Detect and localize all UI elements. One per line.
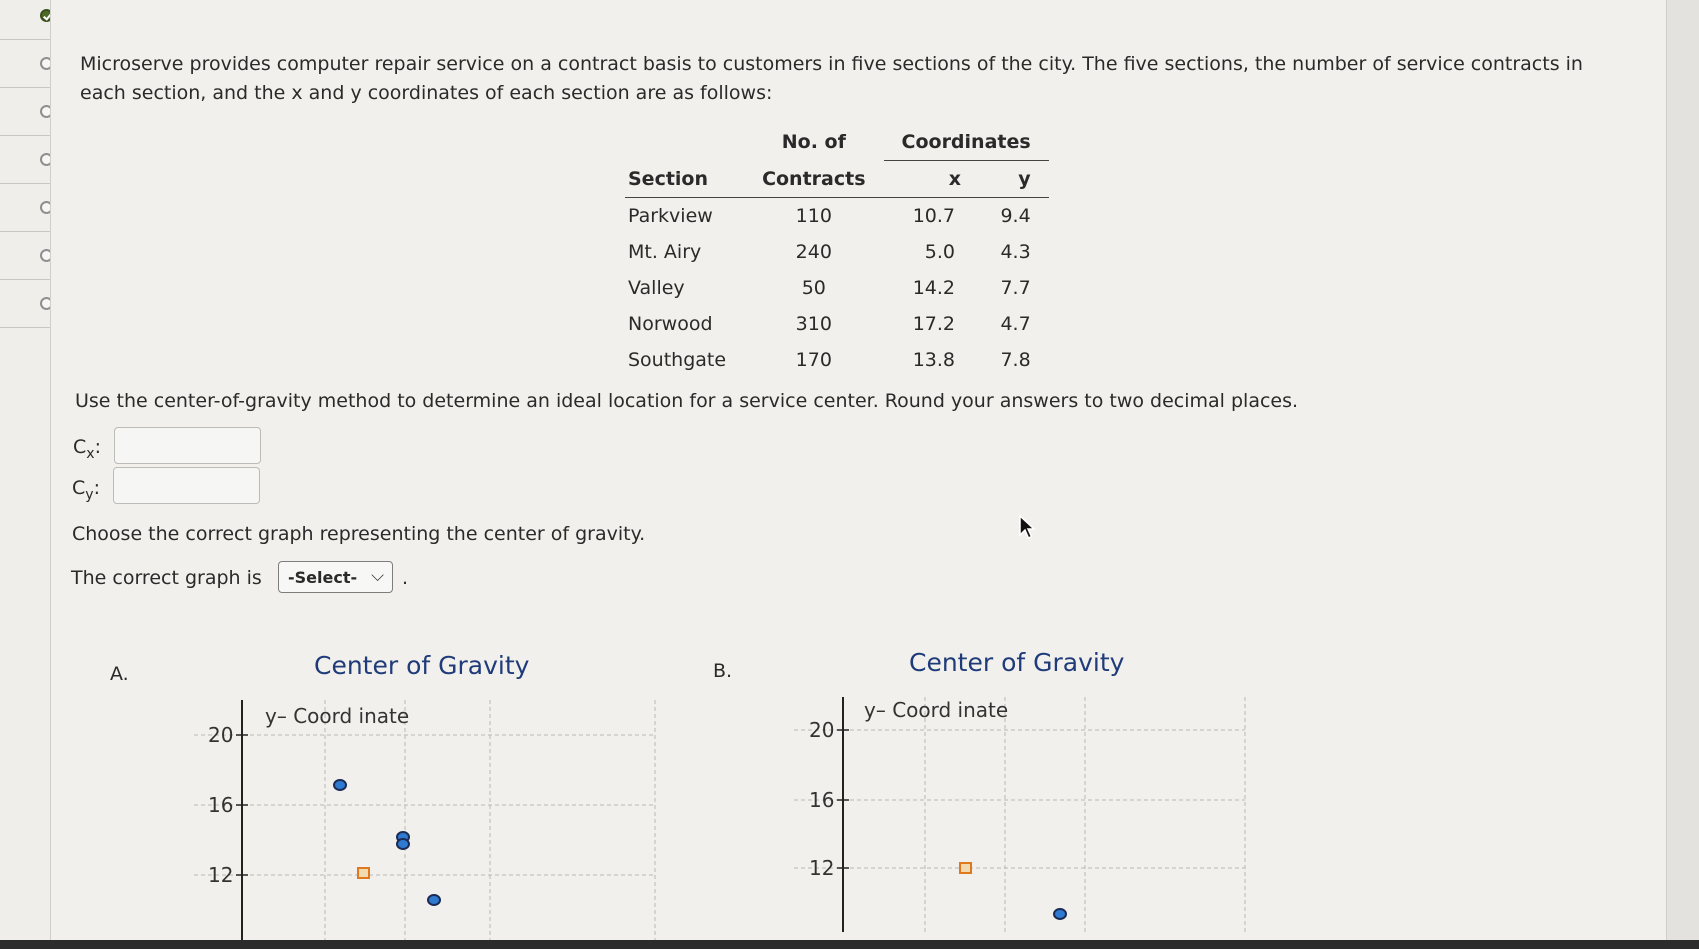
table-row	[625, 306, 1049, 342]
header-y: y	[1018, 168, 1031, 190]
cell-y: 4.3	[1000, 241, 1031, 263]
cell-contracts: 240	[795, 241, 832, 263]
cell-x: 5.0	[924, 241, 955, 263]
contracts-table	[625, 124, 1049, 378]
cell-y: 9.4	[1000, 205, 1031, 227]
graph-b-letter: B.	[713, 660, 733, 682]
instruction-text: Use the center-of-gravity method to determine an ideal location for a service center. Round your answers to two decimal places.	[75, 390, 1299, 412]
table-row	[625, 234, 1049, 270]
header-contracts: Contracts	[762, 167, 866, 190]
table-row	[625, 198, 1049, 235]
cell-x: 10.7	[912, 205, 955, 227]
cell-section: Mt. Airy	[628, 241, 702, 263]
cell-contracts: 50	[801, 277, 826, 299]
cy-input[interactable]	[113, 467, 260, 504]
cell-x: 13.8	[912, 349, 955, 371]
graph-select-value: -Select-	[288, 568, 358, 587]
graph-a-tick-16: 16	[208, 793, 234, 817]
question-intro: Microserve provides computer repair service on a contract basis to customers in five sections of the city. The five sections, the number of service contracts in each section, and the x and y coordinates of each section are as follows:	[80, 53, 1583, 104]
cy-label: $C_y$:	[72, 477, 100, 503]
graph-a-tick-12: 12	[208, 863, 234, 887]
select-period: .	[402, 567, 409, 589]
graph-b-ylabel: y– Coord inate	[864, 698, 1009, 722]
cx-label: $C_x$:	[73, 436, 101, 462]
graph-a-center-marker	[358, 868, 369, 878]
cy-label-sub: y	[85, 486, 94, 503]
graph-a-point	[428, 895, 440, 905]
cx-input[interactable]	[114, 427, 261, 464]
graph-b-tick-16: 16	[809, 788, 835, 812]
graph-b-title: Center of Gravity	[909, 648, 1125, 677]
graph-b-tick-12: 12	[809, 856, 835, 880]
graph-select[interactable]	[278, 561, 393, 593]
cell-x: 17.2	[912, 313, 955, 335]
screen-bottom-edge	[0, 940, 1699, 949]
graph-a-point	[397, 839, 409, 849]
cx-label-sub: x	[86, 445, 95, 462]
header-coordinates: Coordinates	[884, 124, 1049, 161]
graph-b-point	[1054, 909, 1066, 919]
graph-a-title: Center of Gravity	[314, 651, 530, 680]
cell-section: Norwood	[628, 313, 713, 335]
header-x: x	[948, 168, 961, 190]
table-row	[625, 270, 1049, 306]
table-row	[625, 342, 1049, 378]
cell-contracts: 310	[795, 313, 832, 335]
cell-contracts: 110	[795, 205, 832, 227]
graph-prompt: The correct graph is	[71, 567, 262, 589]
graph-a-ylabel: y– Coord inate	[265, 704, 410, 728]
graph-b-tick-20: 20	[809, 718, 835, 742]
cell-section: Valley	[628, 277, 685, 299]
cell-section: Parkview	[628, 205, 713, 227]
graph-a-tick-20: 20	[208, 723, 234, 747]
chevron-down-icon: ⌵	[371, 566, 384, 586]
graph-a-point	[334, 780, 346, 790]
choose-graph-text: Choose the correct graph representing the center of gravity.	[72, 523, 646, 545]
cell-y: 4.7	[1000, 313, 1031, 335]
cell-y: 7.7	[1000, 277, 1031, 299]
graph-b-chart	[780, 692, 1260, 937]
header-contracts-top: No. of	[781, 131, 846, 154]
header-section: Section	[628, 167, 709, 190]
graph-b-center-marker	[960, 863, 971, 873]
graph-a-chart	[180, 695, 660, 940]
cy-label-letter: C	[72, 477, 86, 499]
cx-label-letter: C	[73, 436, 87, 458]
cell-contracts: 170	[795, 349, 832, 371]
cell-y: 7.8	[1000, 349, 1031, 371]
graph-a-letter: A.	[110, 663, 129, 685]
cell-section: Southgate	[628, 349, 727, 371]
mouse-cursor-icon	[1018, 514, 1036, 542]
cell-x: 14.2	[912, 277, 955, 299]
